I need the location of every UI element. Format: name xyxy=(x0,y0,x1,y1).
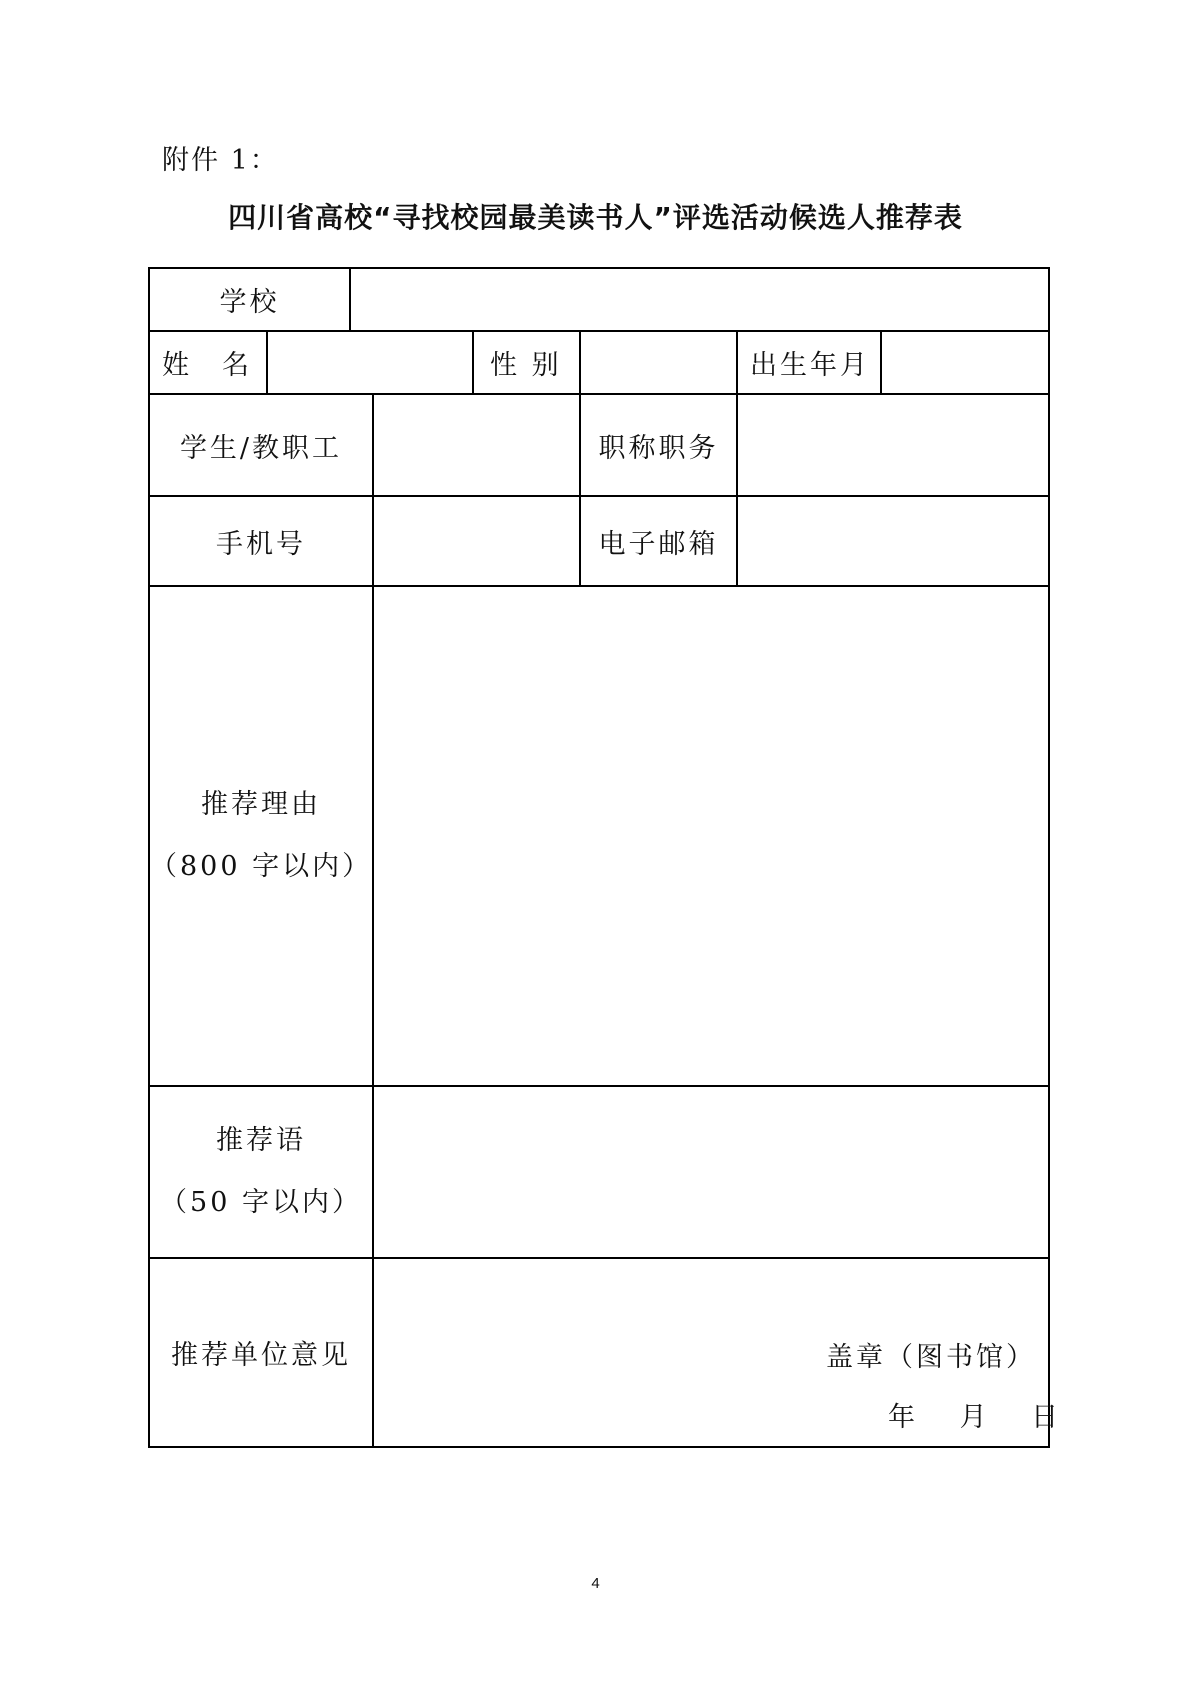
date-text: 年 月 日 xyxy=(888,1402,1062,1433)
page-number: 4 xyxy=(591,1575,600,1592)
gender-label: 性 别 xyxy=(490,350,562,381)
col-divider xyxy=(736,330,738,395)
phone-field[interactable] xyxy=(374,497,579,585)
seal-text: 盖章（图书馆） xyxy=(826,1342,1036,1373)
name-field[interactable] xyxy=(268,332,472,393)
email-field[interactable] xyxy=(738,497,1048,585)
job-title-label: 职称职务 xyxy=(598,432,719,464)
gender-field[interactable] xyxy=(581,332,736,393)
slogan-field[interactable] xyxy=(374,1087,1048,1257)
reason-label-cell xyxy=(150,587,372,1085)
job-title-field[interactable] xyxy=(738,395,1048,495)
birth-field[interactable] xyxy=(882,332,1048,393)
slogan-label: 推荐语 xyxy=(216,1125,306,1156)
school-label: 学校 xyxy=(219,287,280,318)
attachment-label: 附件 1： xyxy=(162,145,279,176)
slogan-label-cell xyxy=(150,1087,372,1257)
opinion-label: 推荐单位意见 xyxy=(171,1340,351,1371)
reason-limit: （800 字以内） xyxy=(150,851,373,882)
email-label: 电子邮箱 xyxy=(598,528,719,560)
phone-label: 手机号 xyxy=(216,528,306,560)
slogan-limit: （50 字以内） xyxy=(160,1187,362,1218)
school-field[interactable] xyxy=(351,269,1048,330)
role-label: 学生/教职工 xyxy=(179,432,343,464)
form-title: 四川省高校“寻找校园最美读书人”评选活动候选人推荐表 xyxy=(228,201,963,234)
reason-field[interactable] xyxy=(374,587,1048,1085)
reason-label: 推荐理由 xyxy=(201,789,321,820)
role-field[interactable] xyxy=(374,395,579,495)
col-divider xyxy=(472,330,474,395)
table-border-bottom xyxy=(148,1446,1050,1448)
name-label: 姓 名 xyxy=(162,350,252,381)
birth-label: 出生年月 xyxy=(750,350,870,381)
table-border-right xyxy=(1048,267,1050,1448)
